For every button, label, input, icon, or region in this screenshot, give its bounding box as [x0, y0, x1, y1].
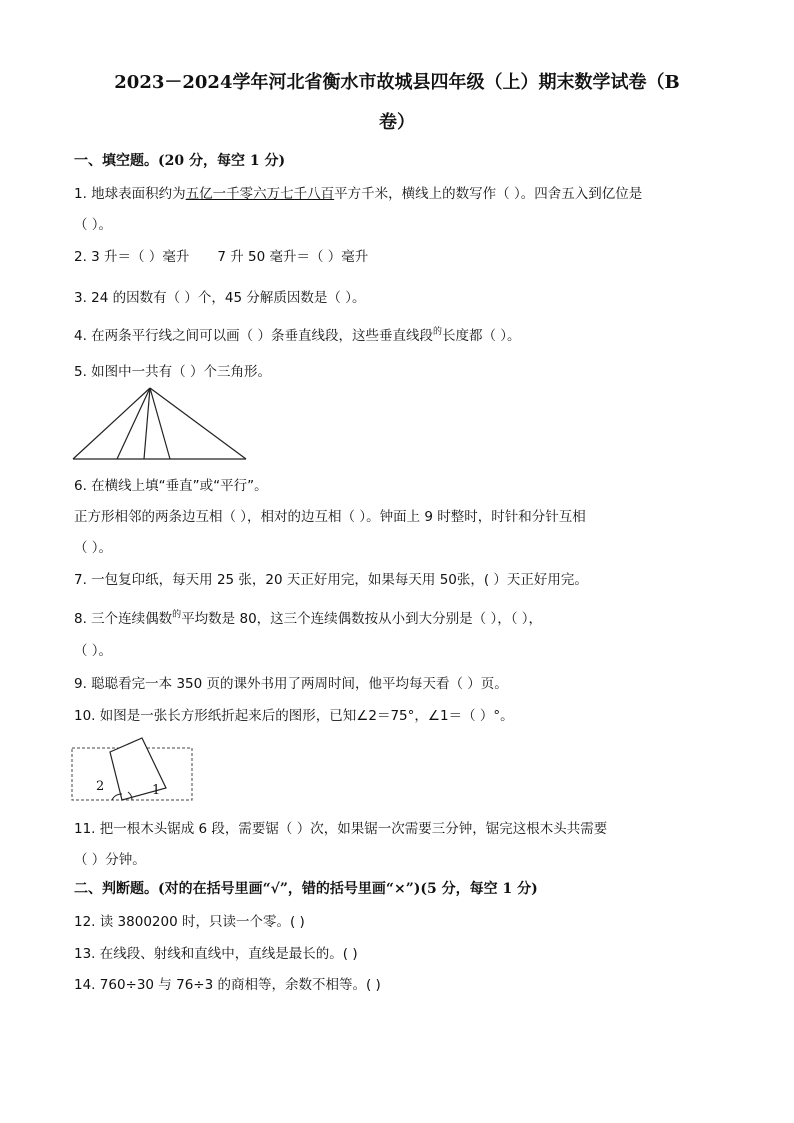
question-4-part2: 长度都（ ）。 — [441, 328, 521, 344]
question-4 — [74, 324, 521, 344]
question-1-underlined-number: 五亿一千零六万七千八百 — [185, 186, 335, 202]
question-1 — [74, 182, 642, 202]
question-13: 13. 在线段、射线和直线中，直线是最长的。( ) — [74, 946, 358, 962]
folded-paper-figure — [70, 734, 196, 804]
triangles-figure — [72, 386, 248, 462]
question-8 — [74, 607, 542, 627]
angle-2-label: 2 — [96, 779, 105, 794]
triangle-right-side — [150, 388, 246, 459]
question-2-part1: 2. 3 升＝（ ）毫升 — [74, 249, 190, 265]
question-11-line1: 11. 把一根木头锯成 6 段，需要锯（ ）次，如果锯一次需要三分钟，锯完这根木头共需要 — [74, 821, 608, 837]
question-3: 3. 24 的因数有（ ）个，45 分解质因数是（ ）。 — [74, 290, 366, 306]
question-8-small-char: 的 — [172, 610, 182, 620]
exam-title-line1: 2023－2024学年河北省衡水市故城县四年级（上）期末数学试卷（B — [114, 72, 680, 93]
question-1-prefix: 1. 地球表面积约为 — [74, 186, 186, 202]
question-6-line3: （ ）。 — [74, 540, 113, 556]
triangle-inner-line-3 — [150, 388, 170, 459]
question-8-part2: 平均数是 80，这三个连续偶数按从小到大分别是（ ），（ ）， — [181, 611, 542, 627]
section-heading-fill-blank: 一、填空题。(20 分，每空 1 分) — [74, 153, 286, 169]
question-4-small-char: 的 — [432, 327, 442, 337]
question-14: 14. 760÷30 与 76÷3 的商相等，余数不相等。( ) — [74, 977, 381, 993]
question-6-line1: 6. 在横线上填“垂直”或“平行”。 — [74, 478, 268, 494]
question-11-line2: （ ）分钟。 — [74, 852, 146, 868]
question-8-part1: 8. 三个连续偶数 — [74, 611, 173, 627]
question-6-line2: 正方形相邻的两条边互相（ ），相对的边互相（ ）。钟面上 9 时整时，时针和分针互相 — [74, 509, 586, 525]
question-8-line2: （ ）。 — [74, 643, 113, 659]
triangle-left-side — [73, 388, 150, 459]
question-1-line2: （ ）。 — [74, 217, 113, 233]
question-12: 12. 读 3800200 时，只读一个零。( ) — [74, 914, 305, 930]
question-2 — [74, 245, 368, 265]
exam-title-line2: 卷） — [379, 112, 415, 133]
question-5: 5. 如图中一共有（ ）个三角形。 — [74, 364, 271, 380]
question-2-part2: 7 升 50 毫升＝（ ）毫升 — [217, 249, 369, 265]
question-9: 9. 聪聪看完一本 350 页的课外书用了两周时间，他平均每天看（ ）页。 — [74, 676, 508, 692]
question-10: 10. 如图是一张长方形纸折起来后的图形，已知∠2＝75°，∠1＝（ ）°。 — [74, 708, 514, 724]
question-1-suffix: 平方千米，横线上的数写作（ ）。四舍五入到亿位是 — [334, 186, 643, 202]
angle-1-label: 1 — [152, 783, 161, 798]
question-7: 7. 一包复印纸，每天用 25 张，20 天正好用完，如果每天用 50张，( ）天正好用完。 — [74, 572, 588, 588]
section-heading-true-false: 二、判断题。(对的在括号里画“√”，错的括号里画“×”)(5 分，每空 1 分) — [74, 881, 538, 897]
question-4-part1: 4. 在两条平行线之间可以画（ ）条垂直线段，这些垂直线段 — [74, 328, 433, 344]
